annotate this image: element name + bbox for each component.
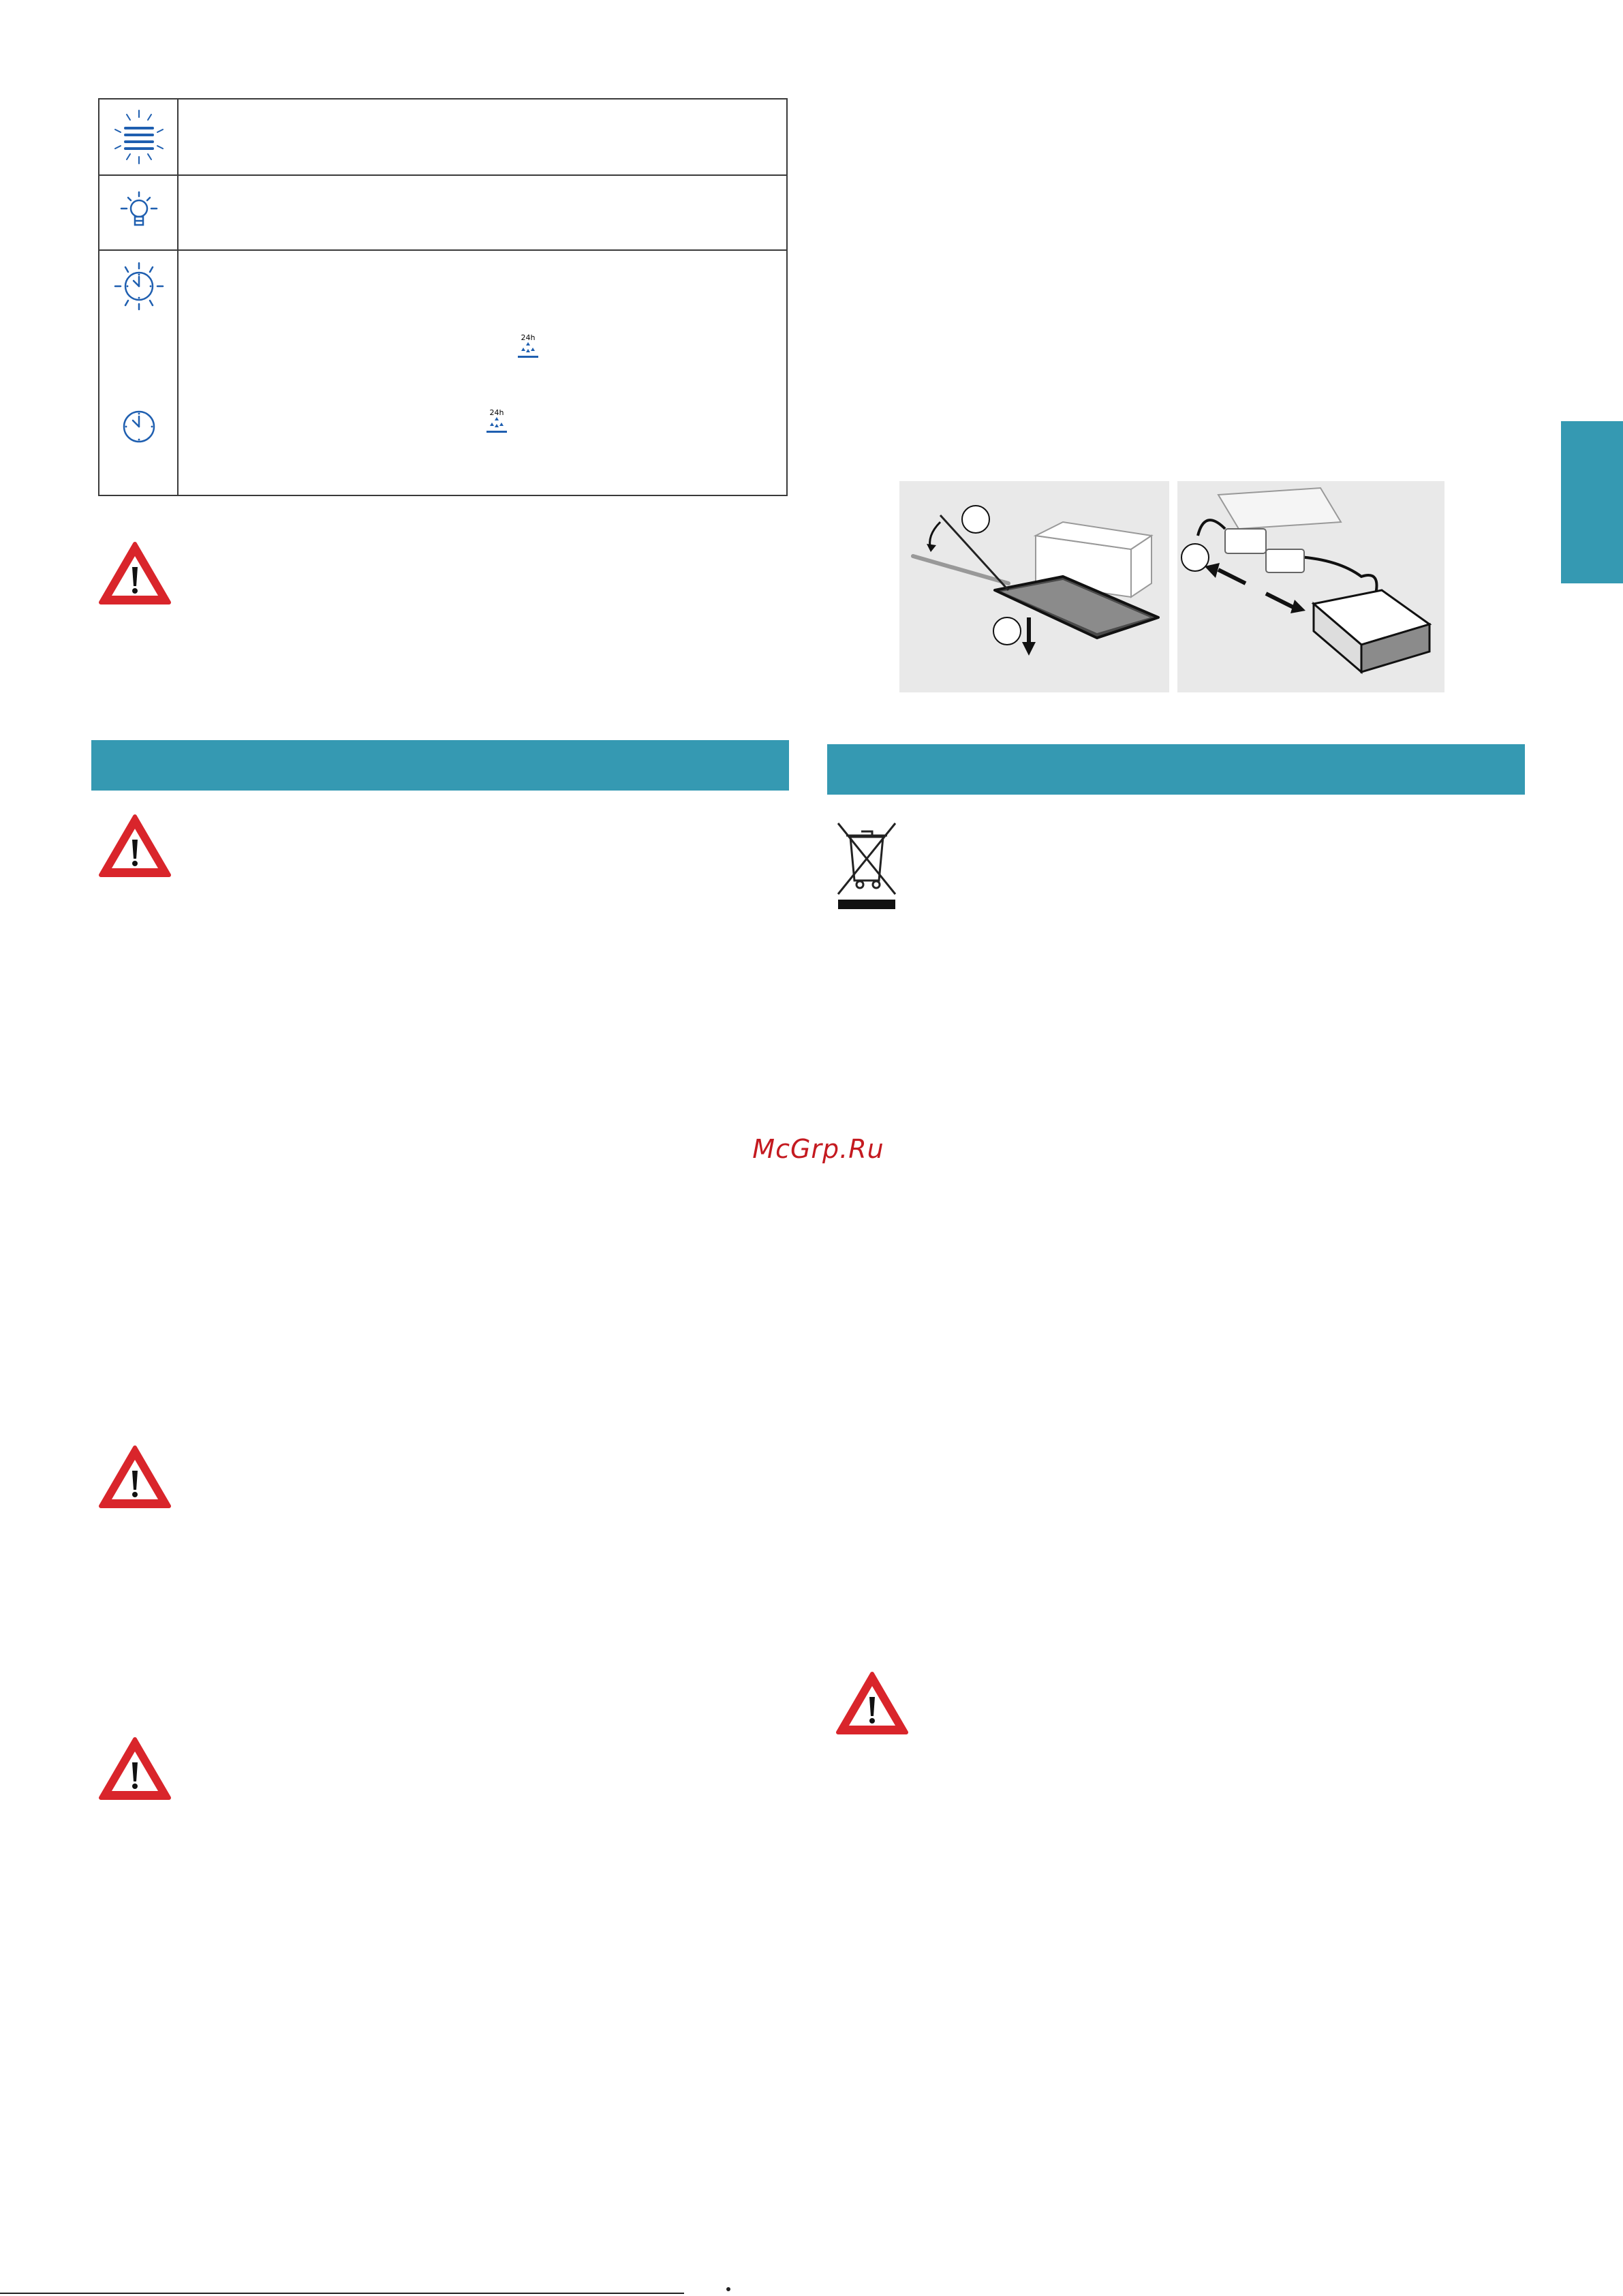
svg-text:24h: 24h [489,408,504,417]
filter-24h-icon [516,333,540,364]
light-bulb-icon [120,188,158,239]
section-header-bar [827,744,1525,795]
watermark-text: McGrp.Ru [752,1134,884,1164]
warning-icon [97,1443,173,1512]
crossed-out-bin-icon [834,818,899,910]
warning-icon [97,1735,173,1803]
footer-rule [0,2293,684,2294]
icon-legend-table [98,98,788,496]
table-column-divider [177,100,179,495]
timer-blinking-icon [113,260,165,312]
language-side-tab [1561,421,1623,583]
section-header-bar [91,740,789,791]
footer-mark [726,2287,730,2291]
remove-grease-filter-illustration [899,481,1169,692]
intensive-blinking-icon [113,108,165,166]
table-row-divider [99,174,786,176]
filter-and-lamp-illustration [899,481,1444,692]
warning-icon [97,812,173,881]
table-row-divider [99,249,786,251]
svg-text:24h: 24h [521,333,536,342]
warning-icon [834,1670,910,1738]
disconnect-lamp-connector-illustration [1177,481,1444,692]
timer-icon [121,409,157,444]
filter-24h-icon [485,408,508,439]
warning-icon [97,540,173,608]
